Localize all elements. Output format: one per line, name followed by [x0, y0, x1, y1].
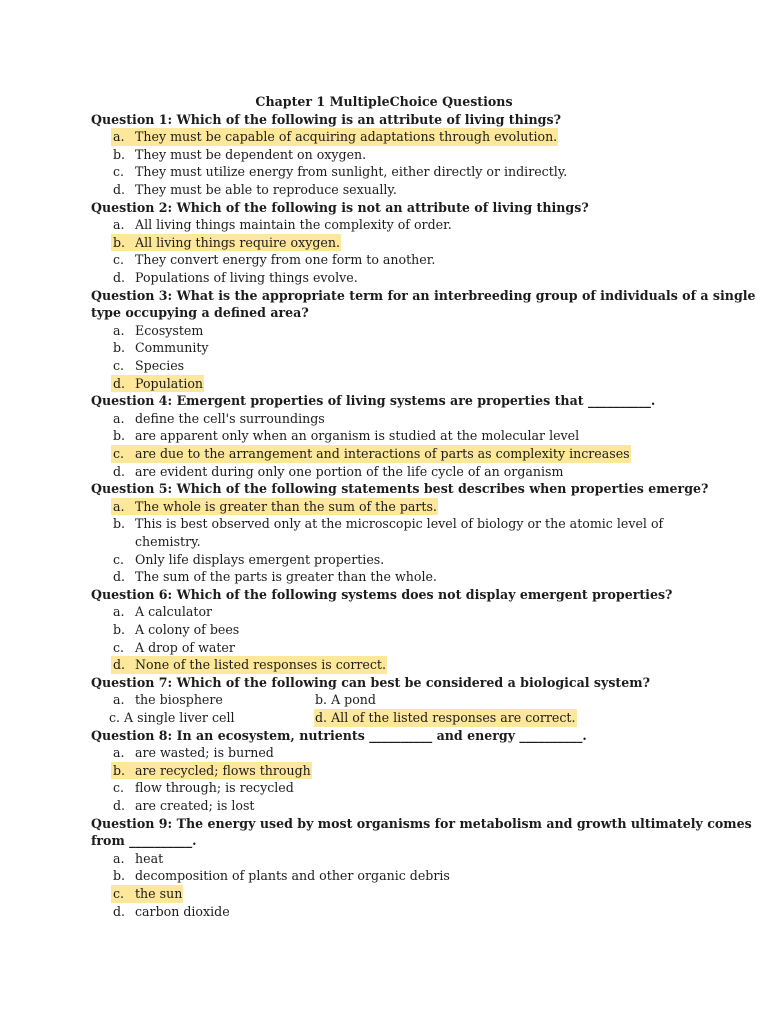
option-text: are recycled; flows through — [135, 762, 311, 778]
answer-option — [0, 339, 768, 357]
answer-option — [0, 885, 768, 903]
answer-option-pair — [0, 709, 768, 727]
option-marker: a. — [113, 692, 125, 708]
option-marker: b. — [113, 622, 126, 637]
option-text: All living things maintain the complexity of order. — [135, 217, 452, 233]
option-marker: a. — [113, 604, 125, 620]
answer-option — [0, 850, 768, 868]
answer-option — [0, 128, 768, 146]
question-text: Question 7: Which of the following can best be considered a biological system? — [91, 674, 650, 690]
option-text: carbon dioxide — [135, 903, 230, 919]
answer-option — [0, 639, 768, 657]
option-marker: c. — [113, 446, 125, 461]
answer-option — [0, 357, 768, 375]
answer-option — [0, 269, 768, 287]
option-marker: d. — [113, 903, 126, 919]
option-text: are wasted; is burned — [135, 745, 274, 761]
option-marker: a. — [113, 322, 125, 338]
option-marker: d. — [113, 375, 126, 391]
option-text: Species — [135, 358, 185, 373]
option-text: Only life displays emergent properties. — [135, 551, 385, 567]
answer-option — [0, 322, 768, 340]
answer-option — [0, 551, 768, 569]
option-text: are apparent only when an organism is studied at the molecular level — [135, 428, 580, 444]
answer-option — [0, 251, 768, 269]
option-text: The whole is greater than the sum of the parts. — [135, 498, 437, 514]
option-text: are due to the arrangement and interactions of parts as complexity increases — [135, 446, 630, 461]
option-marker: b. — [113, 234, 126, 250]
option-marker: b. — [113, 516, 126, 532]
option-text: are evident during only one portion of the life cycle of an organism — [135, 463, 564, 479]
option-marker: c. — [113, 639, 125, 655]
option-text: d. All of the listed responses are correct. — [315, 710, 576, 725]
option-marker: a. — [113, 129, 125, 145]
answer-option — [0, 656, 768, 674]
answer-option — [0, 762, 768, 780]
option-text: the biosphere — [135, 692, 223, 708]
option-text: Populations of living things evolve. — [135, 270, 358, 285]
answer-option — [0, 744, 768, 762]
option-marker: b. — [113, 146, 126, 162]
option-text: b. A pond — [315, 692, 376, 708]
question-text: Question 1: Which of the following is an attribute of living things? — [91, 111, 561, 127]
option-text: They must be able to reproduce sexually. — [135, 182, 397, 197]
option-marker: a. — [113, 217, 125, 233]
option-marker: d. — [113, 270, 126, 285]
option-marker: d. — [113, 657, 126, 673]
question-text: Question 3: What is the appropriate term for an interbreeding group of individuals of a single — [91, 287, 756, 303]
option-marker: b. — [113, 868, 126, 884]
option-text: are created; is lost — [135, 798, 255, 813]
question-text: Question 5: Which of the following statements best describes when properties emerge? — [91, 481, 709, 497]
answer-option — [0, 867, 768, 885]
option-text: heat — [135, 850, 164, 866]
answer-option — [0, 146, 768, 164]
option-text: The sum of the parts is greater than the whole. — [135, 569, 437, 585]
answer-option — [0, 515, 768, 533]
option-marker: d. — [113, 798, 126, 813]
answer-option — [0, 234, 768, 252]
option-continuation — [0, 533, 768, 551]
question-text: from __________. — [91, 833, 197, 849]
option-text: They must utilize energy from sunlight, either directly or indirectly. — [135, 164, 568, 180]
answer-option — [0, 163, 768, 181]
option-marker: a. — [113, 498, 125, 514]
question-text: Question 6: Which of the following systems does not display emergent properties? — [91, 586, 673, 602]
answer-option-pair — [0, 691, 768, 709]
answer-option — [0, 903, 768, 921]
answer-option — [0, 216, 768, 234]
option-text: flow through; is recycled — [135, 780, 294, 796]
option-text: Community — [135, 340, 209, 356]
option-text: A colony of bees — [135, 622, 240, 637]
answer-option — [0, 410, 768, 428]
option-text: This is best observed only at the microscopic level of biology or the atomic level of — [135, 516, 664, 532]
answer-option — [0, 779, 768, 797]
option-text: They must be dependent on oxygen. — [135, 146, 367, 162]
answer-option — [0, 603, 768, 621]
option-text: the sun — [135, 886, 183, 901]
question-text: type occupying a defined area? — [91, 305, 309, 321]
question-text: Question 8: In an ecosystem, nutrients __________ and energy __________. — [91, 727, 587, 743]
answer-option — [0, 463, 768, 481]
option-marker: d. — [113, 569, 126, 585]
option-marker: b. — [113, 762, 126, 778]
answer-option — [0, 498, 768, 516]
option-marker: c. — [113, 252, 125, 268]
question-text: Question 4: Emergent properties of living systems are properties that __________. — [91, 393, 656, 409]
option-marker: b. — [113, 340, 126, 356]
option-text: Ecosystem — [135, 322, 204, 338]
option-marker: c. — [113, 551, 125, 567]
option-marker: c. — [113, 886, 125, 901]
page-title: Chapter 1 MultipleChoice Questions — [255, 94, 513, 109]
option-text: They must be capable of acquiring adaptations through evolution. — [135, 129, 558, 145]
option-marker: c. — [113, 164, 125, 180]
answer-option — [0, 427, 768, 445]
option-marker: a. — [113, 745, 125, 761]
option-marker: c. — [113, 358, 125, 373]
answer-option — [0, 621, 768, 639]
option-text: They convert energy from one form to another. — [135, 252, 436, 268]
option-text: Population — [135, 375, 204, 391]
option-marker: d. — [113, 463, 126, 479]
option-text: decomposition of plants and other organic debris — [135, 868, 450, 884]
answer-option — [0, 181, 768, 199]
option-text: All living things require oxygen. — [135, 234, 340, 250]
option-marker: d. — [113, 182, 126, 197]
option-text: define the cell's surroundings — [135, 410, 325, 426]
option-marker: a. — [113, 410, 125, 426]
question-text: Question 9: The energy used by most organisms for metabolism and growth ultimately comes — [91, 815, 752, 831]
option-text: None of the listed responses is correct. — [135, 657, 386, 673]
option-text: A calculator — [135, 604, 213, 620]
question-text: Question 2: Which of the following is not an attribute of living things? — [91, 199, 589, 215]
option-marker: b. — [113, 428, 126, 444]
option-text: c. A single liver cell — [109, 710, 235, 725]
option-text: chemistry. — [135, 534, 201, 549]
answer-option — [0, 445, 768, 463]
answer-option — [0, 797, 768, 815]
option-text: A drop of water — [135, 639, 235, 655]
answer-option — [0, 375, 768, 393]
answer-option — [0, 568, 768, 586]
option-marker: c. — [113, 780, 125, 796]
option-marker: a. — [113, 850, 125, 866]
